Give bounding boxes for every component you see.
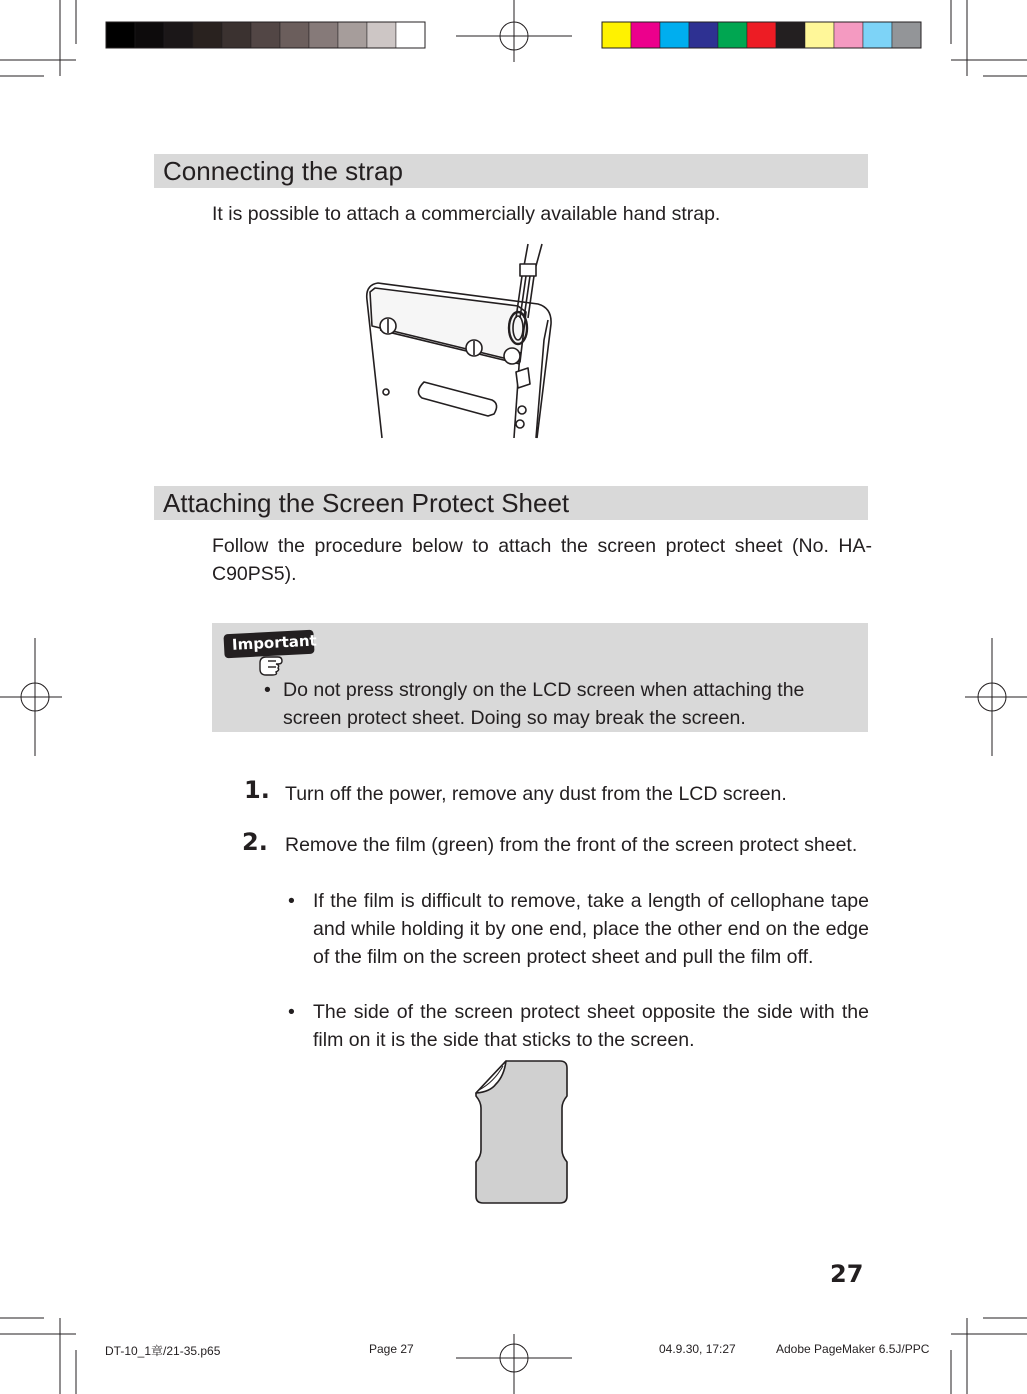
step-number: 1. xyxy=(244,776,270,804)
color-swatch xyxy=(309,22,338,48)
color-swatch xyxy=(367,22,396,48)
color-swatch xyxy=(602,22,631,48)
color-swatch xyxy=(164,22,193,48)
color-swatch xyxy=(689,22,718,48)
section-header-strap xyxy=(154,154,868,188)
step-bullet: The side of the screen protect sheet opposite the side with the film on it is the side that sticks to the screen. xyxy=(313,1001,869,1051)
important-box xyxy=(212,623,868,732)
footer-date: 04.9.30, 17:27 xyxy=(659,1342,736,1356)
color-swatch xyxy=(892,22,921,48)
color-swatch xyxy=(747,22,776,48)
important-badge-label: Important xyxy=(231,631,318,654)
bullet-dot: • xyxy=(288,1001,295,1023)
footer-file: DT-10_1章/21-35.p65 xyxy=(105,1344,221,1358)
page-number: 27 xyxy=(830,1260,864,1288)
step-text: Remove the film (green) from the front of the screen protect sheet. xyxy=(285,834,858,856)
color-swatch xyxy=(338,22,367,48)
color-swatch xyxy=(834,22,863,48)
color-swatch xyxy=(222,22,251,48)
important-text: Do not press strongly on the LCD screen when attaching the screen protect sheet. Doing so may break the screen. xyxy=(283,679,805,729)
bullet-dot: • xyxy=(264,679,271,701)
color-swatch xyxy=(660,22,689,48)
section-title: Connecting the strap xyxy=(163,156,403,186)
step-bullet: If the film is difficult to remove, take a length of cellophane tape and while holding it by one end, place the other end on the edge of the film on the screen protect sheet and pull the film off. xyxy=(313,890,869,968)
strap-intro: It is possible to attach a commercially available hand strap. xyxy=(212,203,721,225)
color-swatch xyxy=(863,22,892,48)
color-swatch xyxy=(805,22,834,48)
color-swatch xyxy=(135,22,164,48)
step-number: 2. xyxy=(242,828,268,856)
color-swatch xyxy=(106,22,135,48)
color-swatch xyxy=(251,22,280,48)
step-text: Turn off the power, remove any dust from the LCD screen. xyxy=(285,783,787,805)
color-swatch xyxy=(280,22,309,48)
protect-sheet-intro: Follow the procedure below to attach the screen protect sheet (No. HA-C90PS5). xyxy=(212,535,872,585)
bullet-dot: • xyxy=(288,890,295,912)
footer-app: Adobe PageMaker 6.5J/PPC xyxy=(776,1342,930,1356)
section-header-protect-sheet xyxy=(154,486,868,520)
footer-page: Page 27 xyxy=(369,1342,414,1356)
color-swatch-strip xyxy=(602,22,921,48)
color-swatch xyxy=(193,22,222,48)
color-swatch xyxy=(776,22,805,48)
gray-swatch-strip xyxy=(106,22,425,48)
color-swatch xyxy=(718,22,747,48)
section-title: Attaching the Screen Protect Sheet xyxy=(163,488,570,518)
color-swatch xyxy=(631,22,660,48)
pointing-hand-icon xyxy=(256,653,286,677)
color-swatch xyxy=(396,22,425,48)
